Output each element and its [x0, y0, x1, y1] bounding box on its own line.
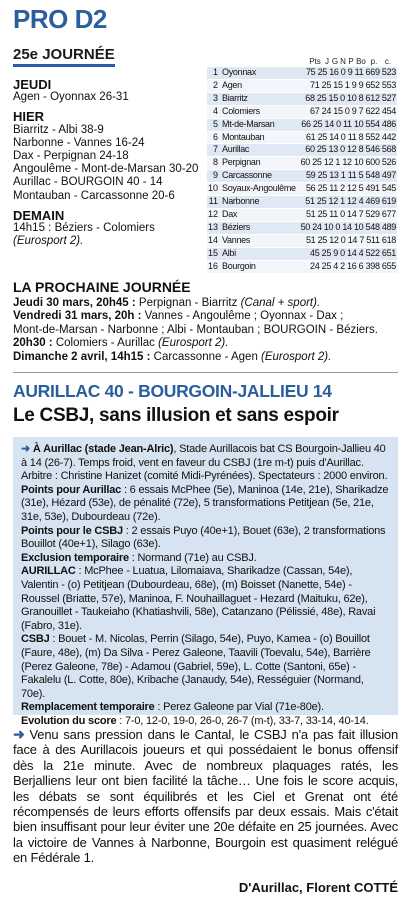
hier-result: Montauban - Carcassonne 20-6 [13, 189, 175, 202]
standings-row [207, 144, 397, 157]
team-name: Mt-de-Marsan [221, 118, 300, 131]
hier-heading: HIER [13, 109, 45, 125]
hier-result: Biarritz - Albi 38-9 [13, 123, 104, 136]
arrow-icon: ➜ [13, 726, 25, 742]
summary-lineup-csbj: CSBJ : Bouet - M. Nicolas, Perrin (Silago, 54e), Puyo, Kamea - (o) Bouillot (Faure, 48e), (m) Da Silva - Perez Galeone, Taavili (Toevalu, 54e), Barrière (Perez Galeone, 78e) - Adamou (Gabriel, 59e), L. Cotte (Santoni, 65e) - Fakalelu (L. Cotte, 80e), Kribache (Janaudy, 54e), Rességuier (Normand, 70e). [21, 633, 371, 700]
demain-heading: DEMAIN [13, 207, 65, 223]
team-name: Biarritz [221, 92, 300, 105]
article-body [13, 727, 398, 866]
standings-row [207, 105, 397, 118]
rank-position: 3 [207, 92, 221, 105]
standings-row [207, 234, 397, 247]
standings-row [207, 183, 397, 196]
team-stats: 45 25 9 0 14 4 522 651 [300, 247, 397, 260]
team-name: Agen [221, 79, 300, 92]
standings-row [207, 67, 397, 79]
rank-position: 4 [207, 105, 221, 118]
col-bo: Bo [356, 57, 366, 66]
hier-result: Angoulême - Mont-de-Marsan 30-20 [13, 163, 199, 176]
next-round-line: Mont-de-Marsan - Narbonne ; Albi - Montauban ; BOURGOIN - Béziers. [13, 323, 378, 336]
article-signature: D'Aurillac, Florent COTTÉ [238, 880, 398, 895]
standings-row [207, 131, 397, 144]
summary-replacement: Remplacement temporaire : Perez Galeone par Vial (71e-80e). [21, 701, 324, 714]
hier-result: Dax - Perpignan 24-18 [13, 150, 129, 163]
summary-score-evolution: Evolution du score : 7-0, 12-0, 19-0, 26-0, 26-7 (m-t), 33-7, 33-14, 40-14. [21, 714, 369, 727]
divider [13, 372, 398, 373]
summary-lineup-aurillac: AURILLAC : McPhee - Luatua, Lilomaiava, Sharikadze (Cassan, 54e), Valentin - (o) Petitjean (Dubourdeau, 68e), (m) Boisset (Nanette, 54e) - Roussel (Briatte, 57e), Maninoa, F. Nouhaillaguet - Hezard (Maituku, 62e), Granouillet - Taukeiaho (Khatiashvili, 58e), Catanzano (Pélissié, 48e), Ravai (Fabro, 31e). [21, 565, 376, 632]
team-stats: 60 25 12 1 12 10 600 526 [300, 157, 397, 170]
next-round-title: LA PROCHAINE JOURNÉE [13, 279, 191, 295]
standings-body [207, 67, 397, 274]
summary-venue: ➜ À Aurillac (stade Jean-Alric), Stade Aurillacois bat CS Bourgoin-Jallieu 40 à 14 (26-7). Temps froid, vent en faveur du CSBJ (1re m-t) puis d'Aurillac. [21, 443, 386, 469]
team-name: Montauban [221, 131, 300, 144]
standings-row [207, 118, 397, 131]
summary-points-aurillac: Points pour Aurillac : 6 essais McPhee (5e), Maninoa (14e, 21e), Sharikadze (31e), Hézard (53e), de pénalité (72e), 5 transformations Petitjean (5e, 21e, 31e, 53e), Dubourdeau (72e). [21, 483, 389, 523]
team-name: Perpignan [221, 157, 300, 170]
arrow-icon: ➜ [21, 443, 31, 455]
team-name: Albi [221, 247, 300, 260]
rank-position: 9 [207, 170, 221, 183]
rank-position: 2 [207, 79, 221, 92]
team-stats: 24 25 4 2 16 6 398 655 [300, 260, 397, 273]
team-stats: 75 25 16 0 9 11 669 523 [300, 67, 397, 79]
col-j: J [325, 57, 329, 66]
summary-referee: Arbitre : Christine Hanizet (comité Midi-Pyrénées). Spectateurs : 2000 environ. [21, 470, 388, 483]
rank-position: 1 [207, 67, 221, 79]
rank-position: 5 [207, 118, 221, 131]
team-stats: 51 25 12 0 14 7 511 618 [300, 234, 397, 247]
team-name: Colomiers [221, 105, 300, 118]
team-stats: 66 25 14 0 11 10 554 486 [300, 118, 397, 131]
team-stats: 51 25 12 1 12 4 469 619 [300, 196, 397, 209]
team-stats: 56 25 11 2 12 5 491 545 [300, 183, 397, 196]
demain-tv: (Eurosport 2). [13, 235, 84, 248]
standings-row [207, 79, 397, 92]
col-pour: p. [370, 57, 378, 66]
match-summary-box [13, 437, 398, 727]
standings-row [207, 247, 397, 260]
next-round-line: Dimanche 2 avril, 14h15 : Carcassonne - Agen (Eurosport 2). [13, 350, 332, 363]
article-headline: Le CSBJ, sans illusion et sans espoir [13, 405, 339, 426]
team-name: Dax [221, 208, 300, 221]
rank-position: 11 [207, 196, 221, 209]
article-text: Venu sans pression dans le Cantal, le CSBJ n'a pas fait illusion face à des Aurillacois joueurs et qui possédaient le bonus offensif dès la 21e minute. Avec de nombreux plaquages ratés, les Berjalliens leur ont bien facilité la tâche… Une fois le score acquis, les débats se sont équilibrés et les Ciel et Grenat ont été récompensés de leurs efforts offensifs par deux essais. Mais c'était bien insuffisant pour leur éviter une 20e défaite en 25 journées. Avec la victoire de Vannes à Narbonne, Bourgoin est quasiment relégué en Fédérale 1. [13, 727, 398, 866]
next-round [13, 281, 398, 364]
team-name: Carcassonne [221, 170, 300, 183]
team-name: Vannes [221, 234, 300, 247]
team-stats: 50 24 10 0 14 10 548 489 [300, 221, 397, 234]
summary-points-csbj: Points pour le CSBJ : 2 essais Puyo (40e+1), Bouet (63e), 2 transformations Bouillot (40e+1), Silago (63e). [21, 524, 386, 551]
match-title: AURILLAC 40 - BOURGOIN-JALLIEU 14 [13, 381, 332, 401]
col-n: N [340, 57, 346, 66]
standings-row [207, 221, 397, 234]
team-stats: 68 25 15 0 10 8 612 527 [300, 92, 397, 105]
col-pts: Pts [309, 57, 321, 66]
next-round-line: Vendredi 31 mars, 20h : Vannes - Angoulême ; Oyonnax - Dax ; [13, 310, 344, 322]
team-stats: 60 25 13 0 12 8 546 568 [300, 144, 397, 157]
next-round-line: 20h30 : Colomiers - Aurillac (Eurosport 2). [13, 337, 229, 349]
standings-row [207, 92, 397, 105]
rank-position: 10 [207, 183, 221, 196]
team-name: Oyonnax [221, 67, 300, 79]
rank-position: 13 [207, 221, 221, 234]
standings-row [207, 170, 397, 183]
jeudi-result: Agen - Oyonnax 26-31 [13, 91, 129, 104]
summary-exclusion: Exclusion temporaire : Normand (71e) au CSBJ. [21, 551, 257, 564]
rank-position: 14 [207, 234, 221, 247]
standings-table [207, 56, 397, 274]
next-round-line: Jeudi 30 mars, 20h45 : Perpignan - Biarritz (Canal + sport). [13, 296, 321, 309]
rank-position: 16 [207, 260, 221, 273]
standings-row [207, 208, 397, 221]
rank-position: 15 [207, 247, 221, 260]
rank-position: 12 [207, 208, 221, 221]
team-name: Soyaux-Angoulême [221, 183, 300, 196]
team-stats: 59 25 13 1 11 5 548 497 [300, 170, 397, 183]
col-contre: c. [384, 57, 392, 66]
standings-row [207, 196, 397, 209]
team-name: Narbonne [221, 196, 300, 209]
hier-result: Aurillac - BOURGOIN 40 - 14 [13, 176, 163, 189]
team-stats: 71 25 15 1 9 9 652 553 [300, 79, 397, 92]
team-name: Béziers [221, 221, 300, 234]
rank-position: 6 [207, 131, 221, 144]
standings-row [207, 260, 397, 273]
team-stats: 67 24 15 0 9 7 622 454 [300, 105, 397, 118]
rank-position: 8 [207, 157, 221, 170]
standings-row [207, 157, 397, 170]
rank-position: 7 [207, 144, 221, 157]
col-g: G [331, 57, 339, 66]
section-title: PRO D2 [13, 4, 107, 34]
team-stats: 51 25 11 0 14 7 529 677 [300, 208, 397, 221]
standings-header [207, 56, 397, 67]
results-column [13, 78, 203, 248]
col-p: P [348, 57, 354, 66]
team-stats: 61 25 14 0 11 8 552 442 [300, 131, 397, 144]
hier-result: Narbonne - Vannes 16-24 [13, 136, 145, 149]
team-name: Aurillac [221, 144, 300, 157]
round-label: 25e JOURNÉE [13, 46, 115, 67]
team-name: Bourgoin [221, 260, 300, 273]
jeudi-heading: JEUDI [13, 77, 52, 92]
demain-fixture: 14h15 : Béziers - Colomiers [13, 222, 155, 235]
